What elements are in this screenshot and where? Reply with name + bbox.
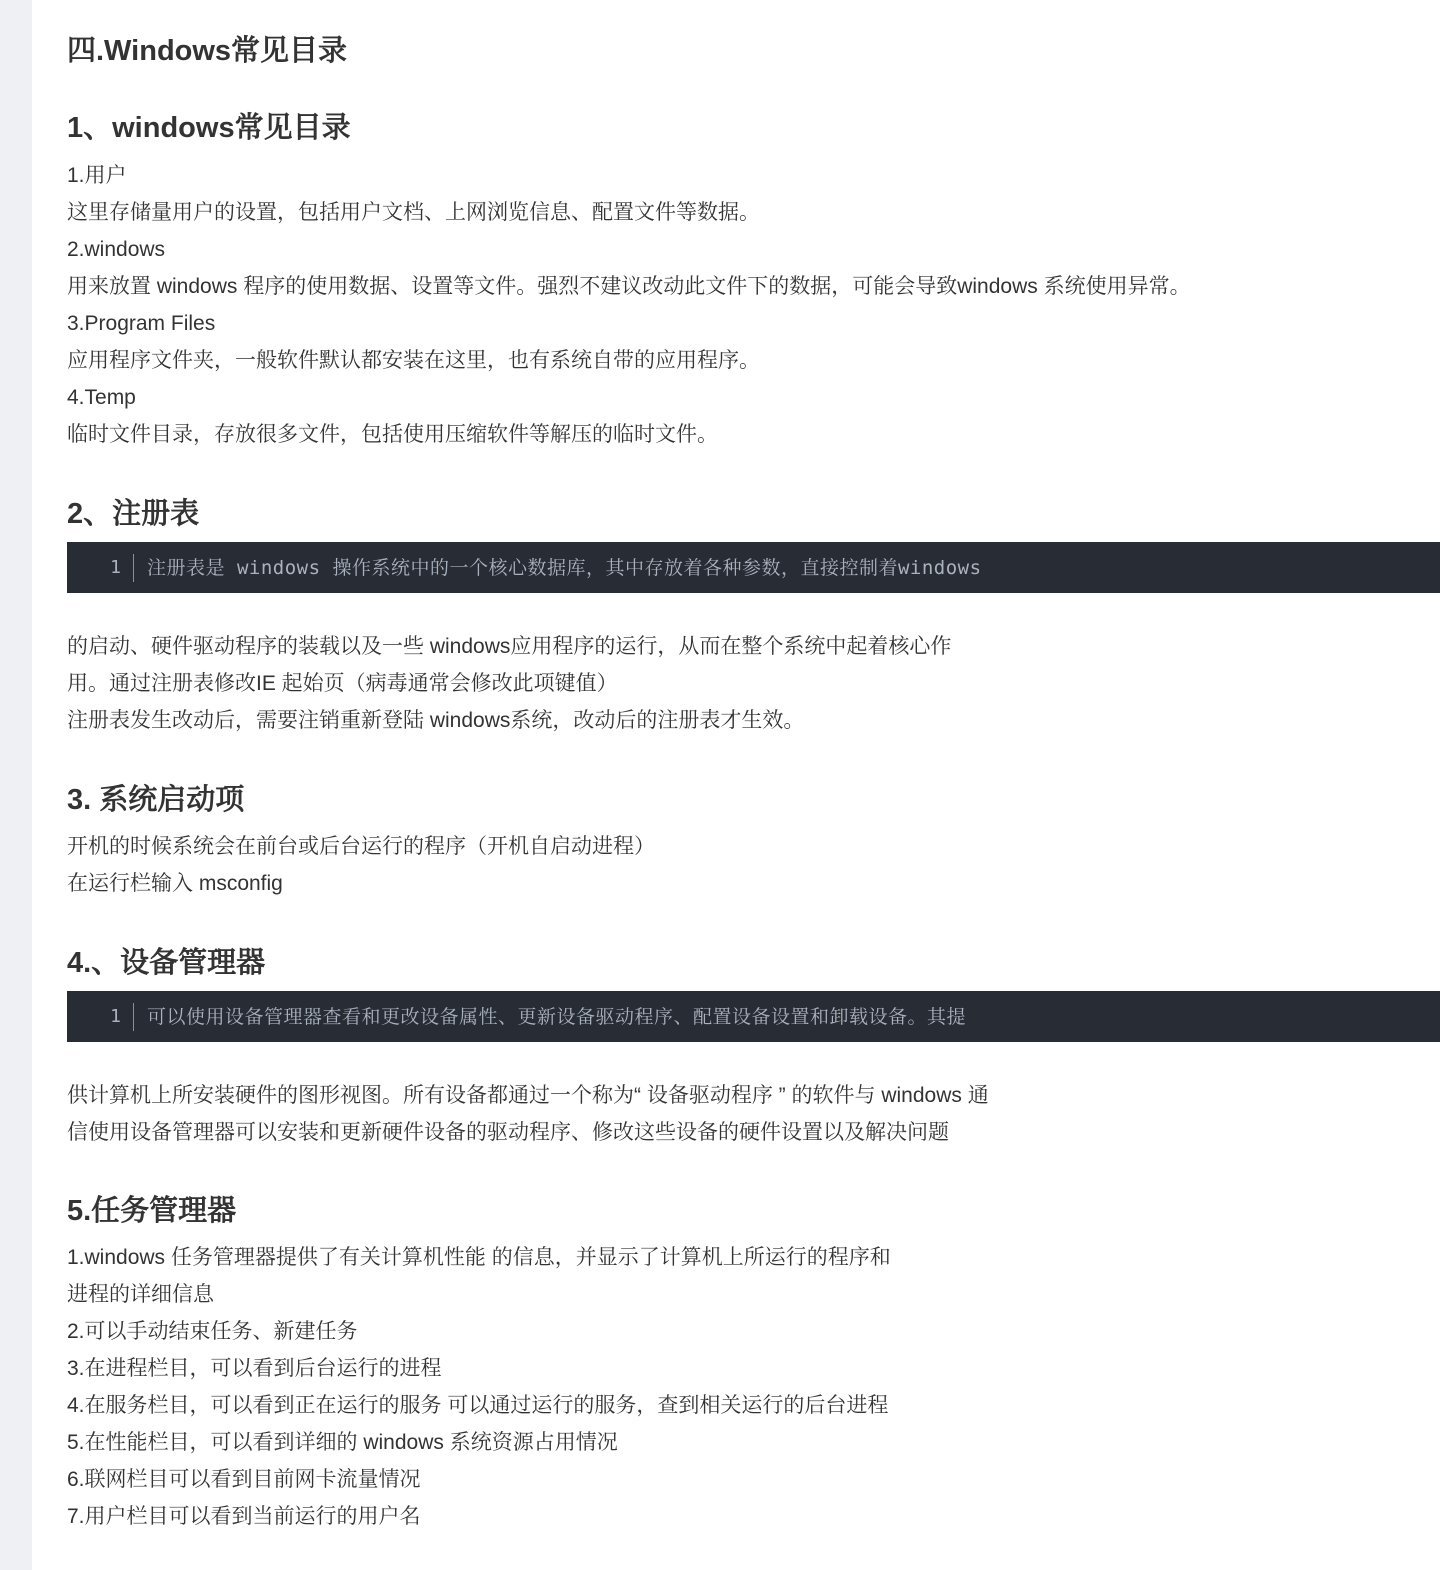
section-heading-registry: 2、注册表 (67, 498, 200, 530)
paragraph-line: 2.windows (67, 238, 166, 261)
paragraph-line: 1.windows 任务管理器提供了有关计算机性能 的信息，并显示了计算机上所运行的程序和 (67, 1246, 891, 1269)
left-gutter (0, 0, 32, 1570)
section-heading-startup: 3. 系统启动项 (67, 784, 245, 816)
paragraph-line: 4.Temp (67, 386, 136, 409)
page-title: 四.Windows常见目录 (67, 35, 348, 67)
paragraph-line: 临时文件目录，存放很多文件，包括使用压缩软件等解压的临时文件。 (67, 423, 718, 446)
article-body (32, 0, 1440, 1570)
paragraph-line: 开机的时候系统会在前台或后台运行的程序（开机自启动进程） (67, 835, 655, 858)
paragraph-line: 1.用户 (67, 164, 127, 187)
paragraph-line: 5.在性能栏目，可以看到详细的 windows 系统资源占用情况 (67, 1431, 618, 1454)
paragraph-line: 应用程序文件夹，一般软件默认都安装在这里，也有系统自带的应用程序。 (67, 349, 760, 372)
paragraph-line: 进程的详细信息 (67, 1283, 214, 1306)
code-line-text: 可以使用设备管理器查看和更改设备属性、更新设备驱动程序、配置设备设置和卸载设备。其提 (147, 1006, 967, 1028)
paragraph-line: 3.Program Files (67, 312, 216, 335)
paragraph-line: 信使用设备管理器可以安装和更新硬件设备的驱动程序、修改这些设备的硬件设置以及解决问题 (67, 1121, 949, 1144)
paragraph-line: 用。通过注册表修改IE 起始页（病毒通常会修改此项键值） (67, 672, 618, 695)
paragraph-line: 这里存储量用户的设置，包括用户文档、上网浏览信息、配置文件等数据。 (67, 201, 760, 224)
paragraph-line: 的启动、硬件驱动程序的装载以及一些 windows应用程序的运行，从而在整个系统中起着核心作 (67, 635, 952, 658)
code-block-registry[interactable] (67, 542, 1440, 593)
paragraph-line: 3.在进程栏目，可以看到后台运行的进程 (67, 1357, 442, 1380)
paragraph-line: 2.可以手动结束任务、新建任务 (67, 1320, 358, 1343)
paragraph-line: 在运行栏输入 msconfig (67, 872, 283, 895)
paragraph-line: 注册表发生改动后，需要注销重新登陆 windows系统，改动后的注册表才生效。 (67, 709, 805, 732)
code-line-number: 1 (67, 554, 134, 582)
code-block-device-manager[interactable] (67, 991, 1440, 1042)
code-line-text: 注册表是 windows 操作系统中的一个核心数据库，其中存放着各种参数，直接控制着windows (147, 557, 982, 579)
paragraph-line: 供计算机上所安装硬件的图形视图。所有设备都通过一个称为“ 设备驱动程序 ” 的软件与 windows 通 (67, 1084, 989, 1107)
section-heading-windows-dirs: 1、windows常见目录 (67, 112, 351, 144)
section-heading-task-manager: 5.任务管理器 (67, 1195, 237, 1227)
paragraph-line: 7.用户栏目可以看到当前运行的用户名 (67, 1505, 421, 1528)
code-line-number: 1 (67, 1003, 134, 1031)
paragraph-line: 用来放置 windows 程序的使用数据、设置等文件。强烈不建议改动此文件下的数据，可能会导致windows 系统使用异常。 (67, 275, 1191, 298)
section-heading-device-manager: 4.、设备管理器 (67, 947, 266, 979)
paragraph-line: 6.联网栏目可以看到目前网卡流量情况 (67, 1468, 421, 1491)
paragraph-line: 4.在服务栏目，可以看到正在运行的服务 可以通过运行的服务，查到相关运行的后台进程 (67, 1394, 889, 1417)
